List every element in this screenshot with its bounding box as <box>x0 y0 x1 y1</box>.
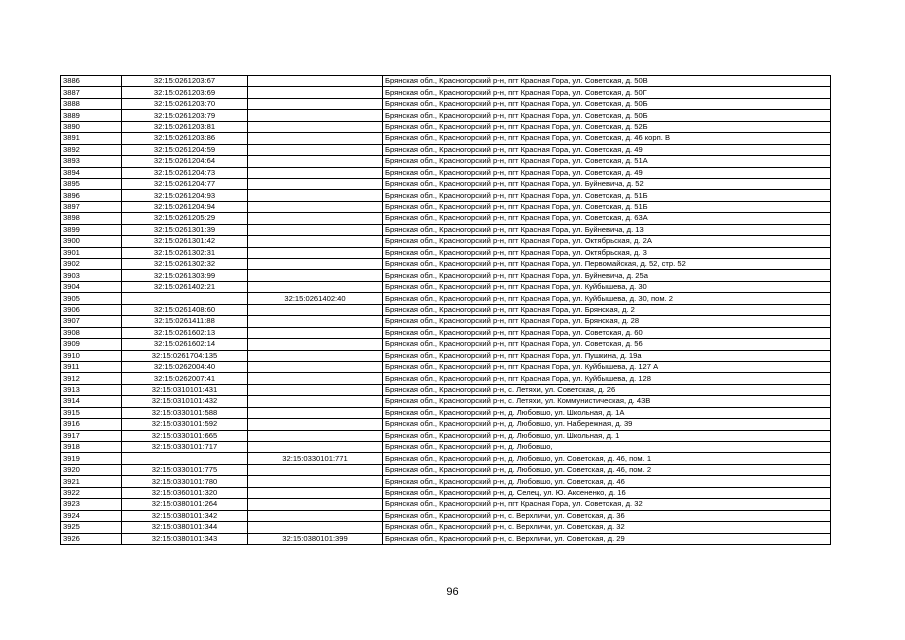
address-cell: Брянская обл., Красногорский р-н, пгт Красная Гора, ул. Советская, д. 50В <box>383 76 831 87</box>
table-row <box>61 476 831 487</box>
building-cadastral-cell: 32:15:0261204:59 <box>122 144 248 155</box>
building-cadastral-cell: 32:15:0330101:592 <box>122 419 248 430</box>
premises-cadastral-cell <box>248 121 383 132</box>
row-number-cell: 3912 <box>61 373 122 384</box>
row-number-cell: 3887 <box>61 87 122 98</box>
table-row <box>61 442 831 453</box>
address-cell: Брянская обл., Красногорский р-н, пгт Красная Гора, ул. Первомайская, д. 52, стр. 52 <box>383 259 831 270</box>
row-number-cell: 3909 <box>61 339 122 350</box>
address-cell: Брянская обл., Красногорский р-н, пгт Красная Гора, ул. Куйбышева, д. 127 А <box>383 361 831 372</box>
row-number-cell: 3924 <box>61 510 122 521</box>
building-cadastral-cell: 32:15:0261602:13 <box>122 327 248 338</box>
building-cadastral-cell: 32:15:0380101:344 <box>122 522 248 533</box>
address-cell: Брянская обл., Красногорский р-н, пгт Красная Гора, ул. Октябрьская, д. 3 <box>383 247 831 258</box>
address-cell: Брянская обл., Красногорский р-н, д. Любовшо, ул. Советская, д. 46 <box>383 476 831 487</box>
row-number-cell: 3919 <box>61 453 122 464</box>
premises-cadastral-cell <box>248 350 383 361</box>
building-cadastral-cell: 32:15:0261204:94 <box>122 201 248 212</box>
address-cell: Брянская обл., Красногорский р-н, пгт Красная Гора, ул. Буйневича, д. 52 <box>383 178 831 189</box>
row-number-cell: 3895 <box>61 178 122 189</box>
table-row <box>61 522 831 533</box>
table-row <box>61 178 831 189</box>
table-row <box>61 224 831 235</box>
address-cell: Брянская обл., Красногорский р-н, пгт Красная Гора, ул. Советская, д. 50Б <box>383 98 831 109</box>
table-row <box>61 373 831 384</box>
row-number-cell: 3920 <box>61 464 122 475</box>
row-number-cell: 3915 <box>61 407 122 418</box>
premises-cadastral-cell <box>248 373 383 384</box>
row-number-cell: 3888 <box>61 98 122 109</box>
address-cell: Брянская обл., Красногорский р-н, пгт Красная Гора, ул. Советская, д. 32 <box>383 499 831 510</box>
table-row <box>61 464 831 475</box>
table-row <box>61 384 831 395</box>
row-number-cell: 3923 <box>61 499 122 510</box>
premises-cadastral-cell <box>248 510 383 521</box>
building-cadastral-cell: 32:15:0360101:320 <box>122 487 248 498</box>
row-number-cell: 3892 <box>61 144 122 155</box>
address-cell: Брянская обл., Красногорский р-н, пгт Красная Гора, ул. Советская, д. 49 <box>383 167 831 178</box>
table-row <box>61 533 831 544</box>
premises-cadastral-cell: 32:15:0380101:399 <box>248 533 383 544</box>
table-row <box>61 316 831 327</box>
address-cell: Брянская обл., Красногорский р-н, пгт Красная Гора, ул. Советская, д. 46 корп. В <box>383 133 831 144</box>
row-number-cell: 3904 <box>61 281 122 292</box>
premises-cadastral-cell <box>248 110 383 121</box>
row-number-cell: 3913 <box>61 384 122 395</box>
building-cadastral-cell: 32:15:0261204:73 <box>122 167 248 178</box>
row-number-cell: 3908 <box>61 327 122 338</box>
building-cadastral-cell: 32:15:0261602:14 <box>122 339 248 350</box>
building-cadastral-cell: 32:15:0330101:665 <box>122 430 248 441</box>
row-number-cell: 3910 <box>61 350 122 361</box>
address-cell: Брянская обл., Красногорский р-н, д. Любовшо, ул. Советская, д. 46, пом. 1 <box>383 453 831 464</box>
premises-cadastral-cell <box>248 464 383 475</box>
building-cadastral-cell: 32:15:0261704:135 <box>122 350 248 361</box>
table-row <box>61 259 831 270</box>
table-row <box>61 87 831 98</box>
row-number-cell: 3891 <box>61 133 122 144</box>
building-cadastral-cell <box>122 453 248 464</box>
address-cell: Брянская обл., Красногорский р-н, с. Верхличи, ул. Советская, д. 36 <box>383 510 831 521</box>
address-cell: Брянская обл., Красногорский р-н, д. Любовшо, ул. Школьная, д. 1 <box>383 430 831 441</box>
table-row <box>61 293 831 304</box>
building-cadastral-cell: 32:15:0330101:775 <box>122 464 248 475</box>
row-number-cell: 3918 <box>61 442 122 453</box>
address-cell: Брянская обл., Красногорский р-н, д. Любовшо, ул. Школьная, д. 1А <box>383 407 831 418</box>
address-cell: Брянская обл., Красногорский р-н, пгт Красная Гора, ул. Советская, д. 52Б <box>383 121 831 132</box>
row-number-cell: 3922 <box>61 487 122 498</box>
table-row <box>61 419 831 430</box>
building-cadastral-cell: 32:15:0330101:780 <box>122 476 248 487</box>
address-cell: Брянская обл., Красногорский р-н, пгт Красная Гора, ул. Советская, д. 50Б <box>383 110 831 121</box>
address-cell: Брянская обл., Красногорский р-н, д. Любовшо, <box>383 442 831 453</box>
building-cadastral-cell: 32:15:0330101:717 <box>122 442 248 453</box>
table-row <box>61 201 831 212</box>
row-number-cell: 3921 <box>61 476 122 487</box>
premises-cadastral-cell <box>248 156 383 167</box>
table-row <box>61 190 831 201</box>
premises-cadastral-cell <box>248 327 383 338</box>
premises-cadastral-cell <box>248 419 383 430</box>
address-cell: Брянская обл., Красногорский р-н, пгт Красная Гора, ул. Буйневича, д. 13 <box>383 224 831 235</box>
building-cadastral-cell: 32:15:0262007:41 <box>122 373 248 384</box>
address-cell: Брянская обл., Красногорский р-н, пгт Красная Гора, ул. Советская, д. 51Б <box>383 190 831 201</box>
table-row <box>61 121 831 132</box>
table-row <box>61 281 831 292</box>
premises-cadastral-cell <box>248 270 383 281</box>
address-cell: Брянская обл., Красногорский р-н, д. Любовшо, ул. Советская, д. 46, пом. 2 <box>383 464 831 475</box>
building-cadastral-cell: 32:15:0261203:86 <box>122 133 248 144</box>
address-cell: Брянская обл., Красногорский р-н, пгт Красная Гора, ул. Советская, д. 56 <box>383 339 831 350</box>
table-row <box>61 247 831 258</box>
table-row <box>61 144 831 155</box>
premises-cadastral-cell <box>248 178 383 189</box>
premises-cadastral-cell <box>248 407 383 418</box>
building-cadastral-cell: 32:15:0262004:40 <box>122 361 248 372</box>
table-row <box>61 453 831 464</box>
premises-cadastral-cell <box>248 316 383 327</box>
row-number-cell: 3886 <box>61 76 122 87</box>
building-cadastral-cell: 32:15:0261203:81 <box>122 121 248 132</box>
premises-cadastral-cell <box>248 247 383 258</box>
table-row <box>61 407 831 418</box>
address-cell: Брянская обл., Красногорский р-н, пгт Красная Гора, ул. Советская, д. 49 <box>383 144 831 155</box>
premises-cadastral-cell <box>248 522 383 533</box>
table-row <box>61 236 831 247</box>
address-cell: Брянская обл., Красногорский р-н, пгт Красная Гора, ул. Брянская, д. 2 <box>383 304 831 315</box>
table-row <box>61 270 831 281</box>
premises-cadastral-cell <box>248 339 383 350</box>
premises-cadastral-cell <box>248 384 383 395</box>
premises-cadastral-cell <box>248 76 383 87</box>
premises-cadastral-cell <box>248 133 383 144</box>
premises-cadastral-cell <box>248 201 383 212</box>
premises-cadastral-cell <box>248 213 383 224</box>
row-number-cell: 3916 <box>61 419 122 430</box>
row-number-cell: 3900 <box>61 236 122 247</box>
address-cell: Брянская обл., Красногорский р-н, пгт Красная Гора, ул. Советская, д. 50Г <box>383 87 831 98</box>
building-cadastral-cell: 32:15:0261203:67 <box>122 76 248 87</box>
address-cell: Брянская обл., Красногорский р-н, пгт Красная Гора, ул. Советская, д. 51А <box>383 156 831 167</box>
registry-table <box>60 75 831 545</box>
address-cell: Брянская обл., Красногорский р-н, с. Верхличи, ул. Советская, д. 32 <box>383 522 831 533</box>
address-cell: Брянская обл., Красногорский р-н, пгт Красная Гора, ул. Куйбышева, д. 30, пом. 2 <box>383 293 831 304</box>
address-cell: Брянская обл., Красногорский р-н, д. Селец, ул. Ю. Аксененко, д. 16 <box>383 487 831 498</box>
premises-cadastral-cell: 32:15:0330101:771 <box>248 453 383 464</box>
row-number-cell: 3906 <box>61 304 122 315</box>
row-number-cell: 3905 <box>61 293 122 304</box>
address-cell: Брянская обл., Красногорский р-н, пгт Красная Гора, ул. Советская, д. 51Б <box>383 201 831 212</box>
premises-cadastral-cell <box>248 144 383 155</box>
table-row <box>61 510 831 521</box>
address-cell: Брянская обл., Красногорский р-н, пгт Красная Гора, ул. Октябрьская, д. 2А <box>383 236 831 247</box>
building-cadastral-cell: 32:15:0261203:79 <box>122 110 248 121</box>
row-number-cell: 3894 <box>61 167 122 178</box>
building-cadastral-cell: 32:15:0261203:70 <box>122 98 248 109</box>
premises-cadastral-cell <box>248 224 383 235</box>
building-cadastral-cell: 32:15:0261408:60 <box>122 304 248 315</box>
table-row <box>61 133 831 144</box>
premises-cadastral-cell <box>248 259 383 270</box>
building-cadastral-cell: 32:15:0261204:77 <box>122 178 248 189</box>
table-row <box>61 499 831 510</box>
premises-cadastral-cell <box>248 442 383 453</box>
building-cadastral-cell: 32:15:0261205:29 <box>122 213 248 224</box>
table-body <box>61 76 831 545</box>
premises-cadastral-cell <box>248 499 383 510</box>
building-cadastral-cell: 32:15:0261203:69 <box>122 87 248 98</box>
building-cadastral-cell: 32:15:0380101:342 <box>122 510 248 521</box>
row-number-cell: 3899 <box>61 224 122 235</box>
premises-cadastral-cell <box>248 304 383 315</box>
table-row <box>61 76 831 87</box>
building-cadastral-cell: 32:15:0261204:64 <box>122 156 248 167</box>
building-cadastral-cell: 32:15:0310101:432 <box>122 396 248 407</box>
building-cadastral-cell: 32:15:0261411:88 <box>122 316 248 327</box>
premises-cadastral-cell <box>248 87 383 98</box>
premises-cadastral-cell <box>248 430 383 441</box>
table-row <box>61 304 831 315</box>
row-number-cell: 3926 <box>61 533 122 544</box>
building-cadastral-cell: 32:15:0380101:264 <box>122 499 248 510</box>
premises-cadastral-cell <box>248 396 383 407</box>
address-cell: Брянская обл., Красногорский р-н, с. Верхличи, ул. Советская, д. 29 <box>383 533 831 544</box>
address-cell: Брянская обл., Красногорский р-н, с. Летяхи, ул. Коммунистическая, д. 43В <box>383 396 831 407</box>
building-cadastral-cell: 32:15:0330101:588 <box>122 407 248 418</box>
address-cell: Брянская обл., Красногорский р-н, пгт Красная Гора, ул. Брянская, д. 28 <box>383 316 831 327</box>
table-row <box>61 167 831 178</box>
address-cell: Брянская обл., Красногорский р-н, пгт Красная Гора, ул. Куйбышева, д. 30 <box>383 281 831 292</box>
building-cadastral-cell: 32:15:0261402:21 <box>122 281 248 292</box>
building-cadastral-cell: 32:15:0261204:93 <box>122 190 248 201</box>
row-number-cell: 3925 <box>61 522 122 533</box>
premises-cadastral-cell <box>248 281 383 292</box>
premises-cadastral-cell <box>248 190 383 201</box>
building-cadastral-cell: 32:15:0261302:31 <box>122 247 248 258</box>
premises-cadastral-cell <box>248 236 383 247</box>
row-number-cell: 3901 <box>61 247 122 258</box>
premises-cadastral-cell <box>248 361 383 372</box>
premises-cadastral-cell <box>248 167 383 178</box>
building-cadastral-cell: 32:15:0261301:42 <box>122 236 248 247</box>
table-row <box>61 350 831 361</box>
row-number-cell: 3890 <box>61 121 122 132</box>
address-cell: Брянская обл., Красногорский р-н, пгт Красная Гора, ул. Советская, д. 63А <box>383 213 831 224</box>
table-row <box>61 110 831 121</box>
page-number: 96 <box>446 586 459 598</box>
address-cell: Брянская обл., Красногорский р-н, пгт Красная Гора, ул. Куйбышева, д. 128 <box>383 373 831 384</box>
address-cell: Брянская обл., Красногорский р-н, с. Летяхи, ул. Советская, д. 26 <box>383 384 831 395</box>
table-row <box>61 98 831 109</box>
premises-cadastral-cell <box>248 487 383 498</box>
table-row <box>61 396 831 407</box>
address-cell: Брянская обл., Красногорский р-н, пгт Красная Гора, ул. Буйневича, д. 25а <box>383 270 831 281</box>
premises-cadastral-cell <box>248 98 383 109</box>
building-cadastral-cell <box>122 293 248 304</box>
building-cadastral-cell: 32:15:0310101:431 <box>122 384 248 395</box>
building-cadastral-cell: 32:15:0261301:39 <box>122 224 248 235</box>
row-number-cell: 3903 <box>61 270 122 281</box>
row-number-cell: 3902 <box>61 259 122 270</box>
premises-cadastral-cell <box>248 476 383 487</box>
building-cadastral-cell: 32:15:0261303:99 <box>122 270 248 281</box>
row-number-cell: 3898 <box>61 213 122 224</box>
table-row <box>61 213 831 224</box>
table-row <box>61 156 831 167</box>
row-number-cell: 3907 <box>61 316 122 327</box>
row-number-cell: 3896 <box>61 190 122 201</box>
building-cadastral-cell: 32:15:0261302:32 <box>122 259 248 270</box>
table-row <box>61 361 831 372</box>
row-number-cell: 3889 <box>61 110 122 121</box>
row-number-cell: 3911 <box>61 361 122 372</box>
address-cell: Брянская обл., Красногорский р-н, д. Любовшо, ул. Набережная, д. 39 <box>383 419 831 430</box>
address-cell: Брянская обл., Красногорский р-н, пгт Красная Гора, ул. Советская, д. 60 <box>383 327 831 338</box>
row-number-cell: 3917 <box>61 430 122 441</box>
table-row <box>61 327 831 338</box>
row-number-cell: 3897 <box>61 201 122 212</box>
table-row <box>61 487 831 498</box>
premises-cadastral-cell: 32:15:0261402:40 <box>248 293 383 304</box>
row-number-cell: 3893 <box>61 156 122 167</box>
building-cadastral-cell: 32:15:0380101:343 <box>122 533 248 544</box>
table-row <box>61 430 831 441</box>
table-row <box>61 339 831 350</box>
row-number-cell: 3914 <box>61 396 122 407</box>
address-cell: Брянская обл., Красногорский р-н, пгт Красная Гора, ул. Пушкина, д. 19а <box>383 350 831 361</box>
